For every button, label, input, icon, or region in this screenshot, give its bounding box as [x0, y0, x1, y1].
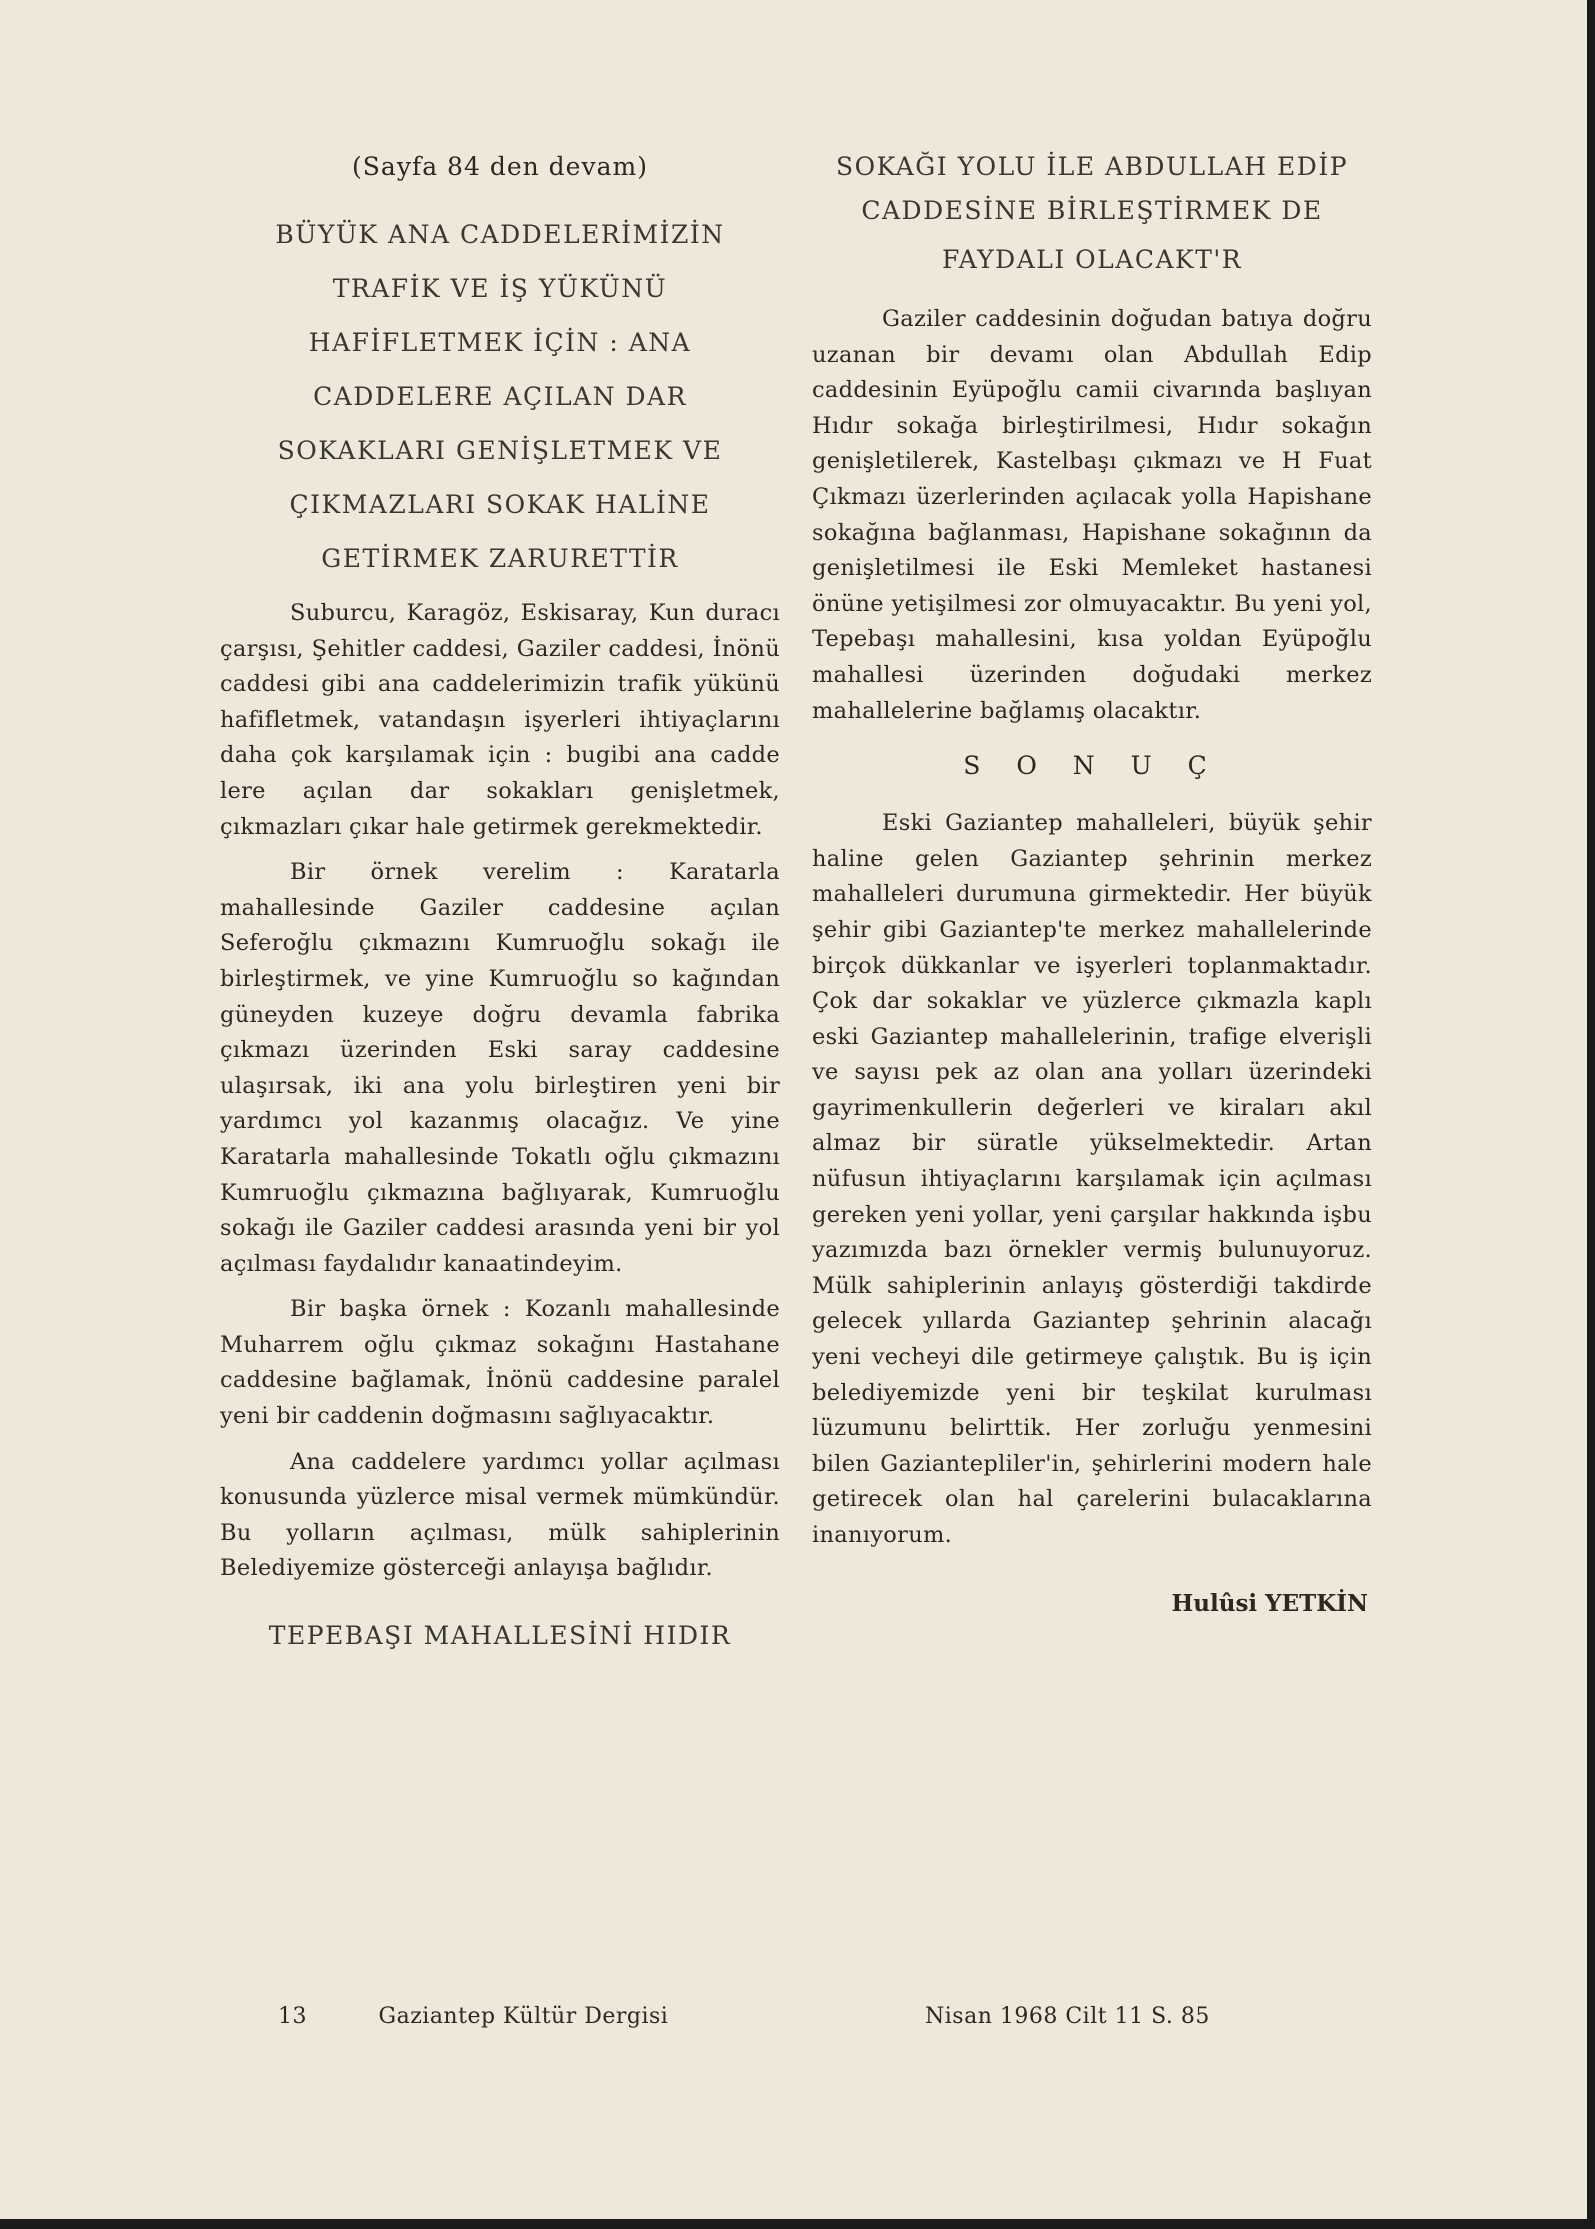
magazine-name: Gaziantep Kültür Dergisi — [378, 2004, 669, 2029]
page-number: 13 — [278, 2004, 307, 2029]
heading-line: SOKAKLARI GENİŞLETMEK VE — [277, 436, 723, 465]
heading-line: CADDESİNE BİRLEŞTİRMEK DE — [861, 196, 1323, 225]
body-paragraph: Bir başka örnek : Kozanlı mahallesinde Muharrem oğlu çıkmaz sokağını Hastahane caddesine bağlamak, İnönü caddesine paralel yeni bir caddenin doğmasını sağlıyacaktır. — [220, 1296, 780, 1430]
left-section-heading — [220, 208, 780, 586]
footer-left — [278, 2004, 668, 2029]
heading-line: HAFİFLETMEK İÇİN : ANA — [308, 328, 692, 357]
heading-line: SOKAĞI YOLU İLE ABDULLAH EDİP — [835, 152, 1349, 181]
right-column — [812, 150, 1372, 1617]
heading-line: FAYDALI OLACAKT'R — [941, 245, 1243, 274]
body-paragraph: Eski Gaziantep mahalleleri, büyük şehir haline gelen Gaziantep şehrinin merkez mahalleleri durumuna girmektedir. Her büyük şehir gibi Gaziantep'te merkez mahallelerinde birçok dükkanlar ve işyerleri toplanmaktadır. Çok dar sokaklar ve yüzlerce çıkmazla kaplı eski Gaziantep mahallelerinin, trafige elverişli ve sayısı pek az olan ana yolları üzerindeki gayrimenkullerin değerleri ve kiraları akıl almaz bir süratle yükselmektedir. Artan nüfusun ihtiyaçlarını karşılamak için açılması gereken yeni yollar, yeni çarşılar hakkında işbu yazımızda bazı örnekler vermiş bulunuyoruz. Mülk sahiplerinin anlayış gösterdiği takdirde gelecek yıllarda Gaziantep şehrinin alacağı yeni vecheyi dile getirmeye çalıştık. Bu iş için belediyemizde yeni bir teşkilat kurulması lüzumunu belirttik. Her zorluğu yenmesini bilen Gaziantepliler'in, şehirlerini modern hale getirecek olan hal çarelerini bulacaklarına inanıyorum. — [812, 810, 1372, 1548]
continuation-caption: (Sayfa 84 den devam) — [352, 152, 648, 181]
body-paragraph: Suburcu, Karagöz, Eskisaray, Kun duracı çarşısı, Şehitler caddesi, Gaziler caddesi, İnönü caddesi gibi ana caddelerimizin trafik yükünü hafifletmek, vatandaşın işyerleri ihtiyaçlarını daha çok karşılamak için : bugibi ana cadde lere açılan dar sokakları genişletmek, çıkmazları çıkar hale getirmek gerekmektedir. — [220, 600, 780, 840]
author-signature: Hulûsi YETKİN — [1171, 1589, 1368, 1617]
heading-line: TRAFİK VE İŞ YÜKÜNÜ — [332, 274, 668, 303]
heading-line: GETİRMEK ZARURETTİR — [321, 544, 679, 573]
heading-line: CADDELERE AÇILAN DAR — [313, 382, 687, 411]
body-paragraph: Bir örnek verelim : Karatarla mahallesinde Gaziler caddesine açılan Seferoğlu çıkmazını Kumruoğlu sokağı ile birleştirmek, ve yine Kumruoğlu so kağından güneyden kuzeye doğru devamla fabrika çıkmazı üzerinden Eski saray caddesine ulaşırsak, iki ana yolu birleştiren yeni bir yardımcı yol kazanmış olacağız. Ve yine Karatarla mahallesinde Tokatlı oğlu çıkmazını Kumruoğlu çıkmazına bağlıyarak, Kumruoğlu sokağı ile Gaziler caddesi arasında yeni bir yol açılması faydalıdır kanaatindeyim. — [220, 859, 780, 1277]
next-section-heading — [220, 1609, 780, 1663]
right-section-heading — [812, 150, 1372, 282]
left-column — [220, 150, 780, 1663]
conclusion-title: S O N U Ç — [963, 751, 1221, 781]
body-paragraph: Gaziler caddesinin doğudan batıya doğru uzanan bir devamı olan Abdullah Edip caddesinin Eyüpoğlu camii civarında başlıyan Hıdır sokağa birleştirilmesi, Hıdır sokağın genişletilerek, Kastelbaşı çıkmazı ve H Fuat Çıkmazı üzerlerinden açılacak yolla Hapishane sokağına bağlanması, Hapishane sokağının da genişletilmesi ile Eski Memleket hastanesi önüne yetişilmesi zor olmuyacaktır. Bu yeni yol, Tepebaşı mahallesini, kısa yoldan Eyüpoğlu mahallesi üzerinden doğudaki merkez mahallelerine bağlamış olacaktır. — [812, 306, 1372, 724]
body-paragraph: Ana caddelere yardımcı yollar açılması konusunda yüzlerce misal vermek mümkündür. Bu yolların açılması, mülk sahiplerinin Belediyemize gösterceği anlayışa bağlıdır. — [220, 1448, 780, 1582]
heading-line: ÇIKMAZLARI SOKAK HALİNE — [289, 490, 711, 519]
heading-line: BÜYÜK ANA CADDELERİMİZİN — [275, 220, 725, 249]
heading-line: TEPEBAŞI MAHALLESİNİ HIDIR — [268, 1621, 732, 1651]
issue-info: Nisan 1968 Cilt 11 S. 85 — [925, 2004, 1210, 2029]
